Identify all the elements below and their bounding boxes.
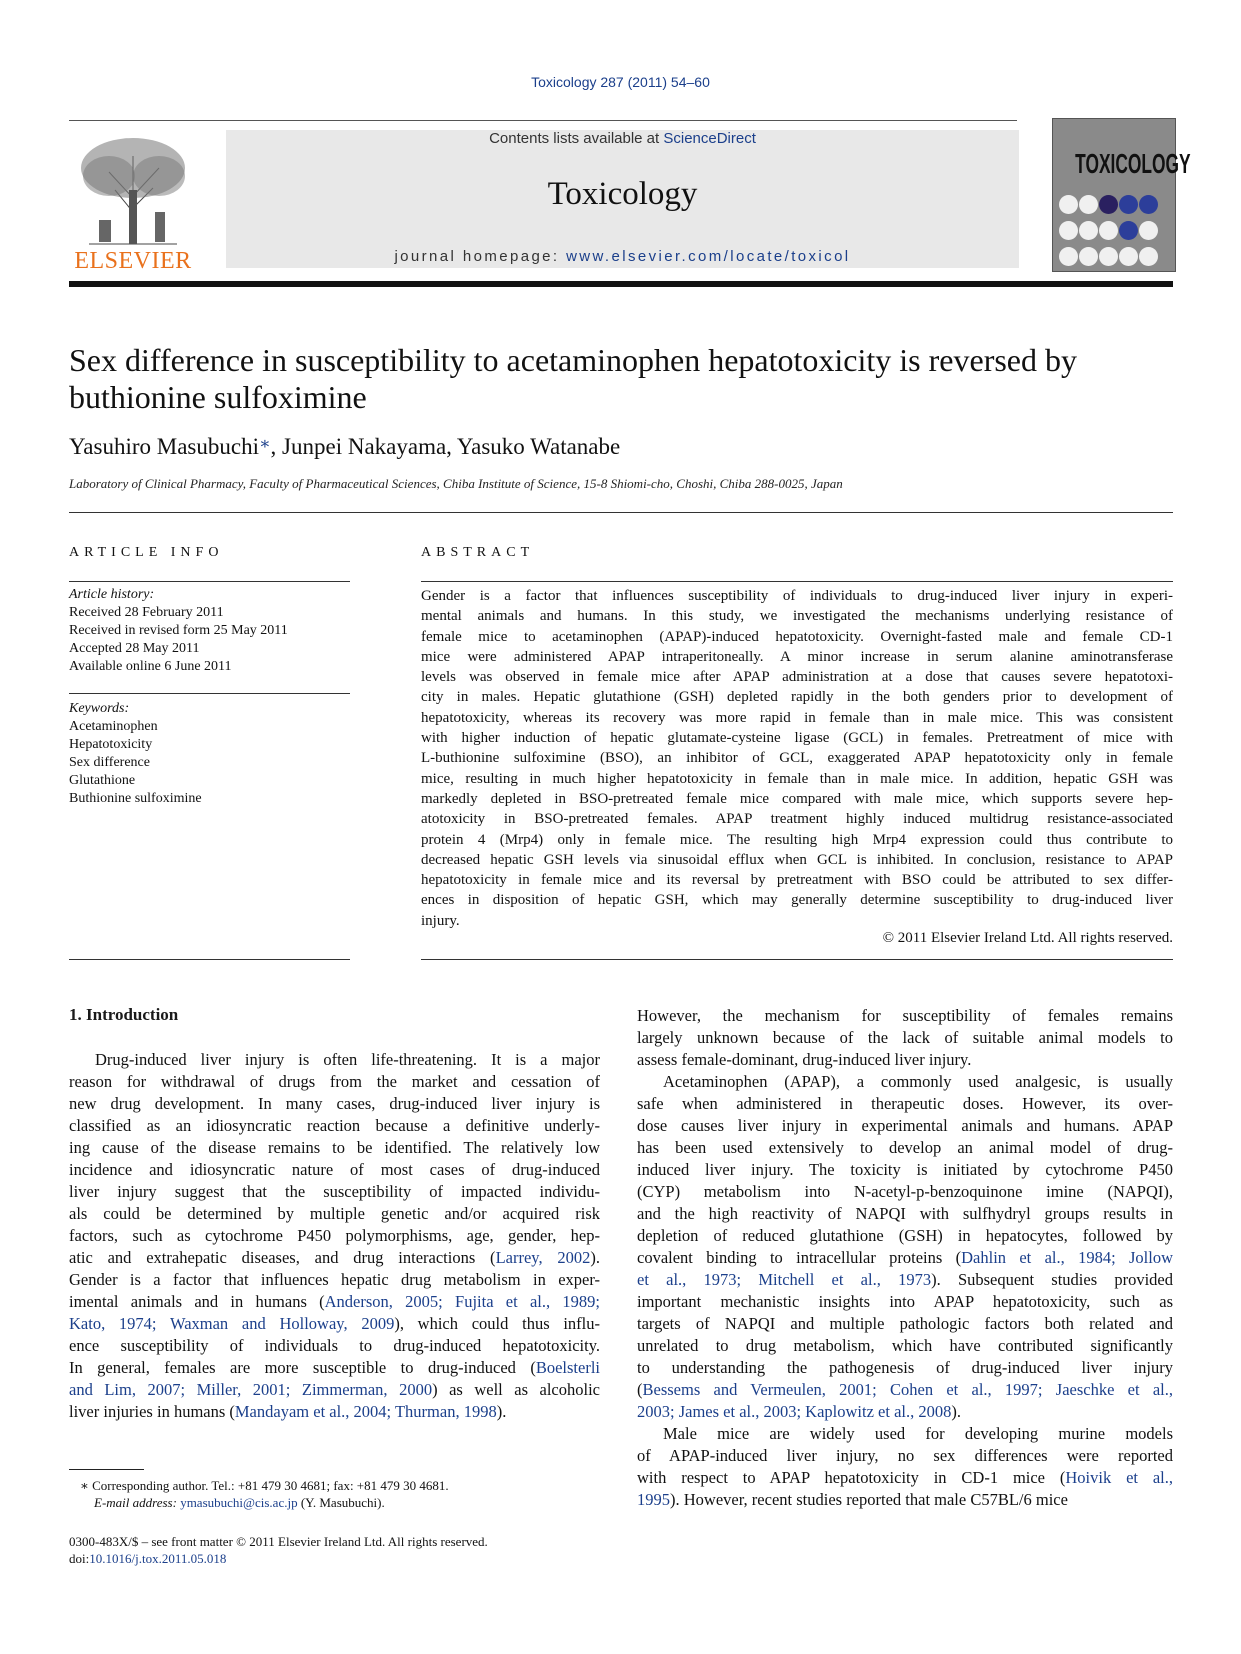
body-line	[69, 1291, 600, 1313]
body-text: important mechanistic insights into APAP hepatotoxicity, such as	[637, 1292, 1173, 1311]
abstract-line: Gender is a factor that influences susceptibility of individuals to drug-induced liver injury in experi-	[421, 588, 1173, 604]
body-text: However, the mechanism for susceptibility of females remains	[637, 1006, 1173, 1025]
body-text: largely unknown because of the lack of suitable animal models to	[637, 1028, 1173, 1047]
article-history	[69, 586, 350, 676]
body-text: depletion of reduced glutathione (GSH) in hepatocytes, followed by	[637, 1226, 1173, 1245]
body-line	[69, 1379, 600, 1401]
body-text: ), which could thus influ-	[394, 1314, 601, 1333]
email-label: E-mail address:	[94, 1495, 181, 1510]
title-line-2: buthionine sulfoximine	[69, 379, 367, 415]
cover-dot-pattern	[1058, 194, 1168, 272]
body-text: incidence and idiosyncratic nature of most cases of drug-induced	[69, 1160, 600, 1179]
body-text: to understanding the pathogenesis of drug-induced liver injury	[637, 1358, 1173, 1377]
body-line	[637, 1093, 1173, 1115]
body-line	[69, 1203, 600, 1225]
abstract-line: decreased hepatic GSH levels via sinusoidal efflux when GCL is inhibited. In conclusion, resistance to APAP	[421, 851, 1173, 868]
body-text: Male mice are widely used for developing murine models	[663, 1424, 1173, 1443]
body-text: atic and extrahepatic diseases, and drug interactions (	[69, 1248, 496, 1267]
body-text: targets of NAPQI and multiple pathologic factors both related and	[637, 1314, 1173, 1333]
body-text: Acetaminophen (APAP), a commonly used analgesic, is usually	[663, 1072, 1173, 1091]
reference-link[interactable]: 1995	[637, 1490, 670, 1509]
abstract-line: city in males. Hepatic glutathione (GSH) depleted rapidly in the both genders prior to development of	[421, 689, 1173, 706]
body-text: ). However, recent studies reported that male C57BL/6 mice	[670, 1490, 1068, 1509]
body-text: imental animals and in humans (	[69, 1292, 325, 1311]
body-line	[637, 1181, 1173, 1203]
history-label: Article history:	[69, 587, 155, 602]
body-text: classified as an idiosyncratic reaction because a definitive underly-	[69, 1116, 600, 1135]
authors-rest: , Junpei Nakayama, Yasuko Watanabe	[270, 434, 621, 459]
body-text: induced liver injury. The toxicity is initiated by cytochrome P450	[637, 1160, 1173, 1179]
front-matter	[69, 1533, 629, 1567]
body-text: with respect to APAP hepatotoxicity in CD-1 mice (	[637, 1468, 1066, 1487]
body-line	[637, 1269, 1173, 1291]
body-text: ).	[951, 1402, 961, 1421]
abstract-line: mental animals and humans. In this study, we investigated the mechanisms underlying resistance of	[421, 608, 1173, 625]
abstract-heading: ABSTRACT	[421, 545, 535, 560]
reference-link[interactable]: et al., 1973; Mitchell et al., 1973	[637, 1270, 932, 1289]
body-text: ). Subsequent studies provided	[931, 1270, 1174, 1289]
body-text: Gender is a factor that influences hepatic drug metabolism in exper-	[69, 1270, 600, 1289]
footnote-corresponding-text: Corresponding author. Tel.: +81 479 30 4681; fax: +81 479 30 4681.	[92, 1478, 449, 1493]
author-1: Yasuhiro Masubuchi	[69, 434, 259, 459]
journal-homepage-line	[226, 248, 1019, 265]
body-line	[637, 1313, 1173, 1335]
elsevier-wordmark: ELSEVIER	[74, 248, 192, 274]
body-column-left	[69, 1049, 600, 1423]
reference-link[interactable]: Larrey, 2002	[495, 1248, 591, 1267]
body-text: ).	[590, 1248, 601, 1267]
body-line	[69, 1181, 600, 1203]
body-line	[637, 1357, 1173, 1379]
abstract-line: levels was observed in female mice after APAP administration at a dose that causes severe hepatotoxi-	[421, 669, 1173, 686]
body-line	[637, 1489, 1173, 1511]
body-line	[637, 1445, 1173, 1467]
history-revised: Received in revised form 25 May 2011	[69, 623, 288, 638]
footnote-rule	[69, 1469, 144, 1470]
reference-link[interactable]: and Lim, 2007; Miller, 2001; Zimmerman, 2000	[69, 1380, 433, 1399]
info-rule-1	[69, 581, 350, 582]
article-info-heading: ARTICLE INFO	[69, 545, 224, 560]
body-text: liver injuries in humans (	[69, 1402, 235, 1421]
body-text: ence susceptibility of individuals to drug-induced hepatotoxicity.	[69, 1336, 600, 1355]
abstract-line: mice, resulting in much higher hepatotoxicity in female than in male mice. In addition, hepatic GSH was	[421, 770, 1173, 787]
abstract-line: hepatotoxicity, whereas its recovery was more rapid in female than in male mice. This was consistent	[421, 709, 1173, 726]
email-link[interactable]: ymasubuchi@cis.ac.jp	[180, 1495, 298, 1510]
reference-link[interactable]: 2003; James et al., 2003; Kaplowitz et al., 2008	[637, 1402, 952, 1421]
keyword: Glutathione	[69, 773, 136, 788]
reference-link[interactable]: Kato, 1974; Waxman and Holloway, 2009	[69, 1314, 395, 1333]
homepage-prefix: journal homepage:	[394, 248, 567, 265]
title-bottom-rule	[69, 512, 1173, 513]
body-text: factors, such as cytochrome P450 polymorphisms, age, gender, hep-	[69, 1226, 600, 1245]
journal-citation[interactable]: Toxicology 287 (2011) 54–60	[531, 74, 710, 90]
body-text: ) as well as alcoholic	[432, 1380, 600, 1399]
body-line	[637, 1335, 1173, 1357]
reference-link[interactable]: Anderson, 2005; Fujita et al., 1989;	[324, 1292, 600, 1311]
affiliation: Laboratory of Clinical Pharmacy, Faculty of Pharmaceutical Sciences, Chiba Institute of Science, 15-8 Shiomi-cho, Choshi, Chiba 288-0025, Japan	[69, 476, 843, 491]
body-line	[69, 1269, 600, 1291]
body-text: als could be determined by multiple genetic and/or acquired risk	[69, 1204, 600, 1223]
body-line	[637, 1203, 1173, 1225]
abstract-line: protein 4 (Mrp4) only in female mice. The resulting high Mrp4 expression could thus contribute to	[421, 831, 1173, 848]
abstract-text	[421, 586, 1173, 931]
title-line-1: Sex difference in susceptibility to acetaminophen hepatotoxicity is reversed by	[69, 342, 1077, 378]
body-text: and the high reactivity of NAPQI with sulfhydryl groups results in	[637, 1204, 1173, 1223]
journal-title: Toxicology	[547, 176, 698, 212]
body-line	[637, 1423, 1173, 1445]
body-text: In general, females are more susceptible to drug-induced (	[69, 1358, 536, 1377]
reference-link[interactable]: Dahlin et al., 1984; Jollow	[961, 1248, 1173, 1267]
keyword: Buthionine sulfoximine	[69, 791, 202, 806]
abstract-line: female mice to acetaminophen (APAP)-induced hepatotoxicity. Overnight-fasted male and female CD-1	[421, 628, 1173, 645]
body-text: new drug development. In many cases, drug-induced liver injury is	[69, 1094, 600, 1113]
body-line	[69, 1313, 600, 1335]
abstract-copyright: © 2011 Elsevier Ireland Ltd. All rights reserved.	[882, 930, 1173, 946]
body-line	[69, 1115, 600, 1137]
body-line	[69, 1247, 600, 1269]
history-online: Available online 6 June 2011	[69, 659, 232, 674]
body-column-right	[637, 1005, 1173, 1511]
header-bottom-rule	[69, 281, 1173, 287]
body-line	[637, 1071, 1173, 1093]
body-line	[637, 1401, 1173, 1423]
reference-link[interactable]: Bessems and Vermeulen, 2001; Cohen et al., 1997; Jaeschke et al.,	[642, 1380, 1173, 1399]
body-text: (	[637, 1380, 643, 1399]
doi-link[interactable]: 10.1016/j.tox.2011.05.018	[89, 1551, 227, 1566]
body-line	[69, 1071, 600, 1093]
body-line	[637, 1467, 1173, 1489]
body-text: unrelated to drug metabolism, which have contributed significantly	[637, 1336, 1173, 1355]
footnote-mark: ∗	[80, 1478, 89, 1493]
body-line	[69, 1093, 600, 1115]
abstract-line: markedly depleted in BSO-pretreated female mice compared with male mice, which supports severe hep-	[421, 790, 1173, 807]
reference-link[interactable]: Hoivik et al.,	[1065, 1468, 1173, 1487]
body-line	[637, 1027, 1173, 1049]
body-line	[69, 1049, 600, 1071]
body-text: has been used extensively to develop an animal model of drug-	[637, 1138, 1173, 1157]
keyword: Sex difference	[69, 755, 150, 770]
abstract-line: with higher induction of hepatic glutamate-cysteine ligase (GCL) in females. Pretreatment of mice with	[421, 730, 1173, 747]
corresponding-mark[interactable]: ∗	[258, 434, 271, 453]
history-accepted: Accepted 28 May 2011	[69, 641, 200, 656]
article-title	[69, 342, 1179, 416]
author-list	[69, 434, 620, 460]
footnote-correspondence	[80, 1477, 600, 1511]
body-line	[637, 1379, 1173, 1401]
header-top-rule	[69, 120, 1017, 121]
keyword: Acetaminophen	[69, 719, 158, 734]
body-line	[637, 1225, 1173, 1247]
body-line	[637, 1159, 1173, 1181]
body-line	[69, 1225, 600, 1247]
doi-label: doi:	[69, 1551, 90, 1566]
body-text: assess female-dominant, drug-induced liver injury.	[637, 1050, 972, 1069]
cover-title: TOXICOLOGY	[1075, 148, 1191, 179]
abstract-rule-bottom	[421, 959, 1173, 960]
body-text: reason for withdrawal of drugs from the market and cessation of	[69, 1072, 600, 1091]
body-text: Drug-induced liver injury is often life-threatening. It is a major	[95, 1050, 600, 1069]
history-received: Received 28 February 2011	[69, 605, 224, 620]
keywords-label: Keywords:	[69, 701, 130, 716]
body-line	[637, 1115, 1173, 1137]
keyword: Hepatotoxicity	[69, 737, 153, 752]
body-text: dose causes liver injury in experimental animals and humans. APAP	[637, 1116, 1173, 1135]
body-line	[69, 1357, 600, 1379]
info-rule-2	[69, 693, 350, 694]
body-line	[69, 1159, 600, 1181]
reference-link[interactable]: Boelsterli	[535, 1358, 600, 1377]
contents-prefix: Contents lists available at	[489, 130, 664, 147]
abstract-line: hepatotoxicity in female mice and its reversal by pretreatment with BSO could be attributed to sex differ-	[421, 872, 1173, 889]
contents-line	[226, 130, 1019, 147]
homepage-link[interactable]: www.elsevier.com/locate/toxicol	[566, 248, 851, 265]
abstract-line: ences in disposition of hepatic GSH, which may generally determine susceptibility to drug-induced liver	[421, 892, 1173, 909]
body-text: (CYP) metabolism into N-acetyl-p-benzoquinone imine (NAPQI),	[637, 1182, 1173, 1201]
info-rule-bottom	[69, 959, 350, 960]
abstract-line: atotoxicity in BSO-pretreated females. APAP treatment highly induced multidrug resistance-associated	[421, 811, 1173, 828]
abstract-line: injury.	[421, 912, 460, 929]
body-text: ).	[496, 1402, 507, 1421]
abstract-rule	[421, 581, 1173, 582]
body-text: ing cause of the disease remains to be identified. The relatively low	[69, 1138, 600, 1157]
body-line	[637, 1291, 1173, 1313]
body-line	[637, 1049, 1173, 1071]
body-line	[69, 1137, 600, 1159]
abstract-line: L-buthionine sulfoximine (BSO), an inhibitor of GCL, exaggerated APAP hepatotoxicity only in female	[421, 750, 1173, 767]
body-text: liver injury suggest that the susceptibility of impacted individu-	[69, 1182, 600, 1201]
body-text: safe when administered in therapeutic doses. However, its over-	[637, 1094, 1173, 1113]
front-matter-text: 0300-483X/$ – see front matter © 2011 Elsevier Ireland Ltd. All rights reserved.	[69, 1534, 488, 1549]
body-line	[637, 1005, 1173, 1027]
abstract-line: mice were administered APAP intraperitoneally. A minor increase in serum alanine aminotransferase	[421, 648, 1173, 665]
body-line	[637, 1247, 1173, 1269]
body-line	[69, 1335, 600, 1357]
body-line	[637, 1137, 1173, 1159]
reference-link[interactable]: Mandayam et al., 2004; Thurman, 1998	[234, 1402, 497, 1421]
body-text: of APAP-induced liver injury, no sex differences were reported	[637, 1446, 1173, 1465]
email-after: (Y. Masubuchi).	[297, 1495, 385, 1510]
body-line	[69, 1401, 600, 1423]
section-heading-introduction: 1. Introduction	[69, 1005, 179, 1024]
keywords	[69, 700, 350, 808]
body-text: covalent binding to intracellular proteins (	[637, 1248, 962, 1267]
sciencedirect-link[interactable]: ScienceDirect	[663, 130, 756, 147]
